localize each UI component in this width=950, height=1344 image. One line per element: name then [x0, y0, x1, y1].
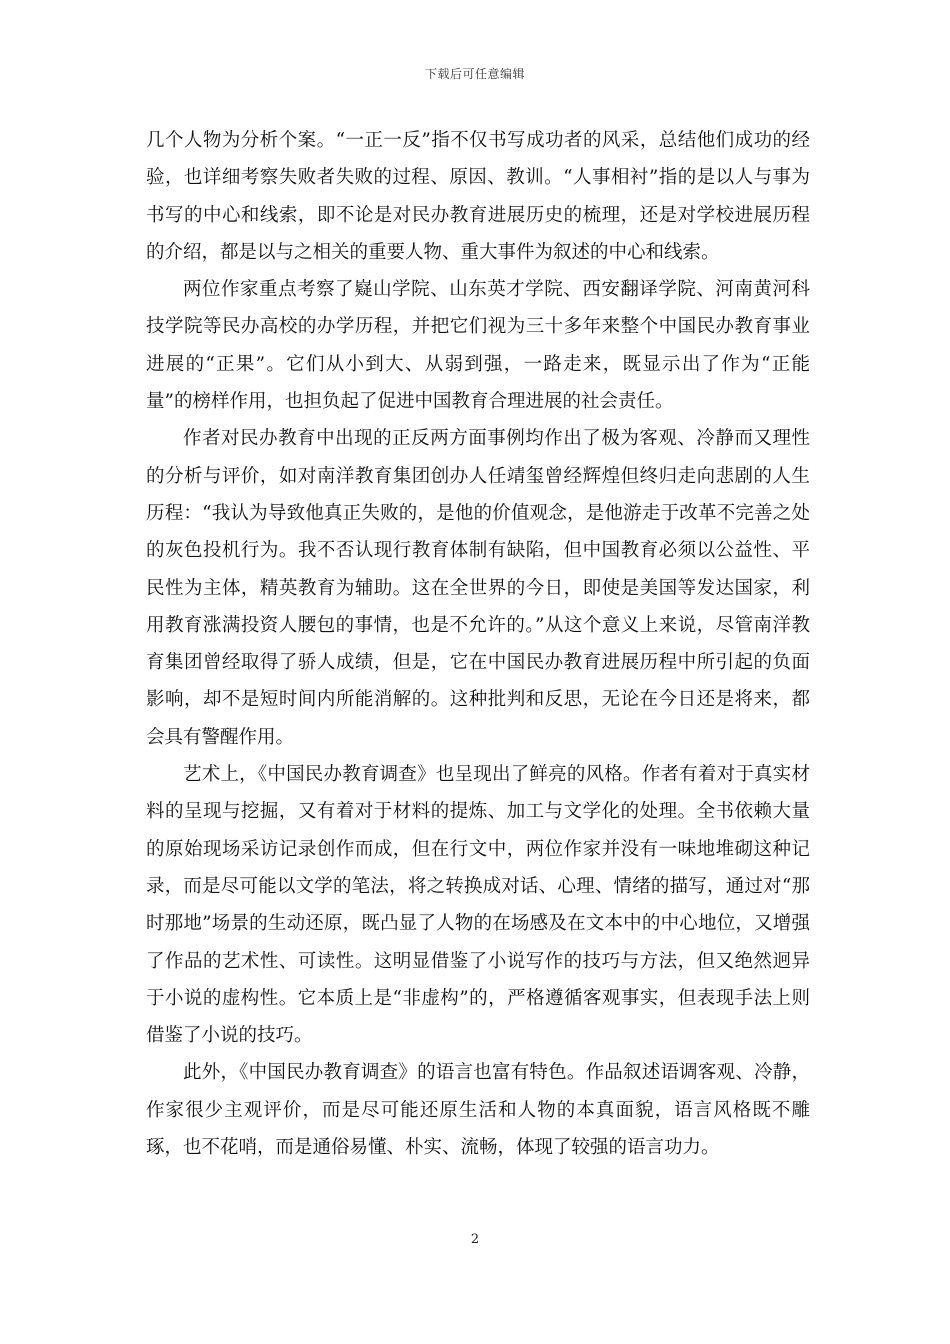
page-number: 2 — [470, 1232, 480, 1247]
document-body — [146, 122, 810, 1166]
paragraph: 两位作家重点考察了嶷山学院、山东英才学院、西安翻译学院、河南黄河科技学院等民办高校的办学历程，并把它们视为三十多年来整个中国民办教育事业进展的“正果”。它们从小到大、从弱到强，一路走来，既显示出了作为“正能量”的榜样作用，也担负起了促进中国教育合理进展的社会责任。 — [146, 279, 810, 413]
page-header: 下载后可任意编辑 — [424, 67, 525, 81]
paragraph: 此外，《中国民办教育调查》的语言也富有特色。作品叙述语调客观、冷静，作家很少主观评价，而是尽可能还原生活和人物的本真面貌，语言风格既不雕琢，也不花哨，而是通俗易懂、朴实、流畅，体现了较强的语言功力。 — [146, 1062, 810, 1159]
paragraph-continued: 几个人物为分析个案。“一正一反”指不仅书写成功者的风采，总结他们成功的经验，也详细考察失败者失败的过程、原因、教训。“人事相衬”指的是以人与事为书写的中心和线索，即不论是对民办教育进展历史的梳理，还是对学校进展历程的介绍，都是以与之相关的重要人物、重大事件为叙述的中心和线索。 — [146, 130, 810, 263]
paragraph: 作者对民办教育中出现的正反两方面事例均作出了极为客观、冷静而又理性的分析与评价，如对南洋教育集团创办人任靖玺曾经辉煌但终归走向悲剧的人生历程：“我认为导致他真正失败的，是他的价值观念，是他游走于改革不完善之处的灰色投机行为。我不否认现行教育体制有缺陷，但中国教育必须以公益性、平民性为主体，精英教育为辅助。这在全世界的今日，即使是美国等发达国家，利用教育涨满投资人腰包的事情，也是不允许的。”从这个意义上来说，尽管南洋教育集团曾经取得了骄人成绩，但是，它在中国民办教育进展历程中所引起的负面影响，却不是短时间内所能消解的。这种批判和反思，无论在今日还是将来，都会具有警醒作用。 — [146, 428, 810, 748]
paragraph: 艺术上，《中国民办教育调查》也呈现出了鲜亮的风格。作者有着对于真实材料的呈现与挖掘，又有着对于材料的提炼、加工与文学化的处理。全书依赖大量的原始现场采访记录创作而成，但在行文中，两位作家并没有一味地堆砌这种记录，而是尽可能以文学的笔法，将之转换成对话、心理、情绪的描写，通过对“那时那地”场景的生动还原，既凸显了人物的在场感及在文本中的中心地位，又增强了作品的艺术性、可读性。这明显借鉴了小说写作的技巧与方法，但又绝然迥异于小说的虚构性。它本质上是“非虚构”的，严格遵循客观事实，但表现手法上则借鉴了小说的技巧。 — [146, 764, 810, 1047]
